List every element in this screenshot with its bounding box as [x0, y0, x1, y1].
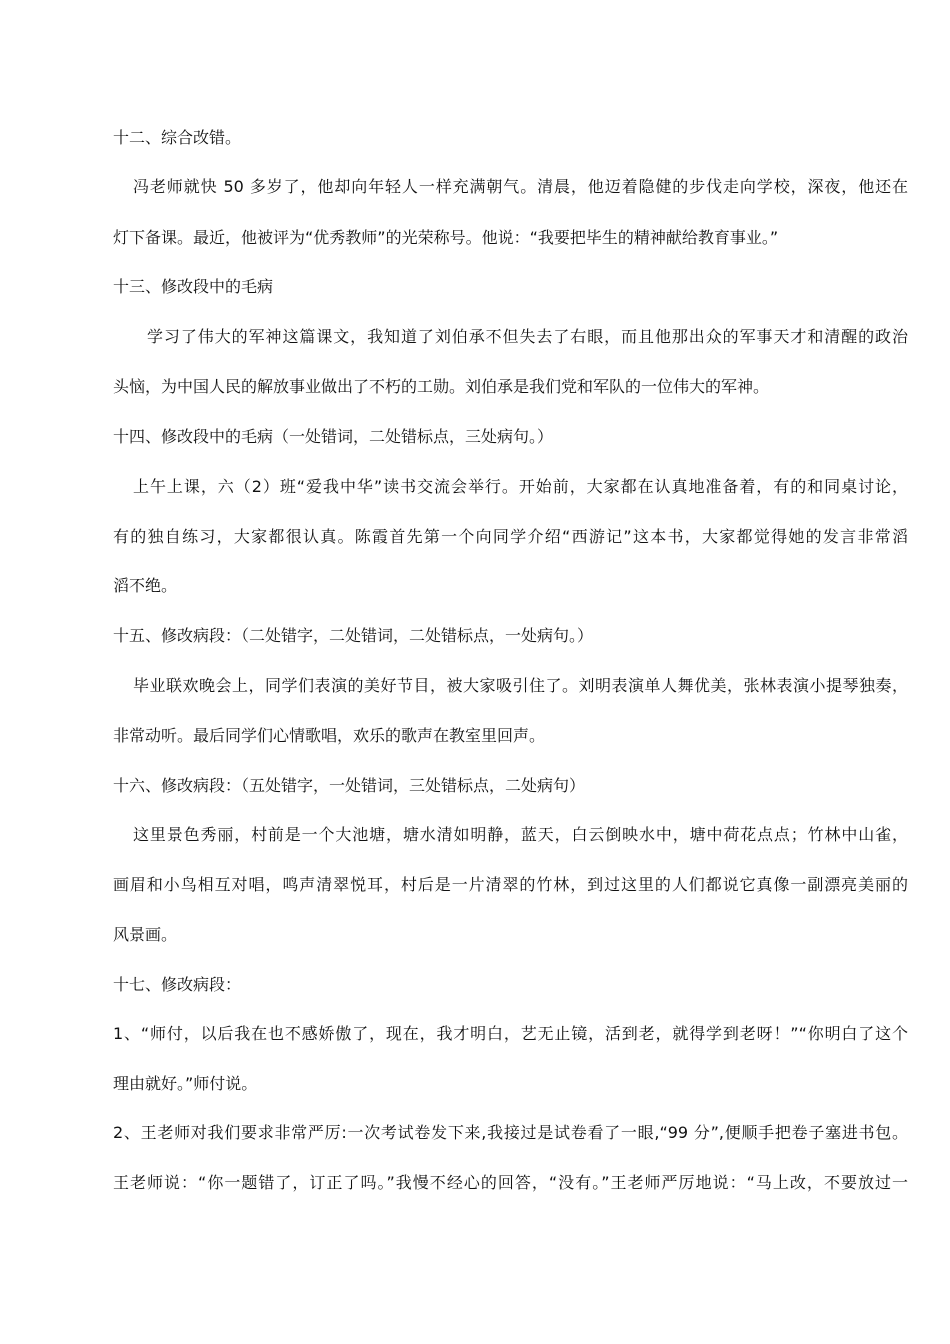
paragraph-line: 滔不绝。 [113, 576, 178, 595]
paragraph-line: 冯老师就快 50 多岁了，他却向年轻人一样充满朝气。清晨，他迈着隐健的步伐走向学校，深夜，他还在 [133, 177, 908, 196]
section-heading: 十七、修改病段： [113, 975, 242, 994]
paragraph-line: 理由就好。”师付说。 [113, 1074, 258, 1093]
paragraph-line: 这里景色秀丽，村前是一个大池塘，塘水清如明静，蓝天，白云倒映水中，塘中荷花点点；竹林中山雀， [133, 825, 908, 844]
paragraph-line: 1、“师付，以后我在也不感娇傲了，现在，我才明白，艺无止镜，活到老，就得学到老呀！”“你明白了这个 [113, 1024, 908, 1043]
paragraph-line: 灯下备课。最近，他被评为“优秀教师”的光荣称号。他说：“我要把毕生的精神献给教育事业。” [113, 228, 779, 247]
section-heading: 十六、修改病段：（五处错字，一处错词，三处错标点，二处病句） [113, 776, 586, 795]
section-heading: 十二、综合改错。 [113, 128, 242, 147]
paragraph-line: 非常动听。最后同学们心情歌唱，欢乐的歌声在教室里回声。 [113, 726, 546, 745]
paragraph-line: 上午上课，六（2）班“爱我中华”读书交流会举行。开始前，大家都在认真地准备着，有的和同桌讨论， [133, 477, 908, 496]
paragraph-line: 有的独自练习，大家都很认真。陈霞首先第一个向同学介绍“西游记”这本书，大家都觉得她的发言非常滔 [113, 527, 908, 546]
paragraph-line: 毕业联欢晚会上，同学们表演的美好节目，被大家吸引住了。刘明表演单人舞优美，张林表演小提琴独奏， [133, 676, 908, 695]
paragraph-line: 2、王老师对我们要求非常严厉:一次考试卷发下来,我接过是试卷看了一眼,“99 分”,便顺手把卷子塞进书包。 [113, 1123, 908, 1142]
section-heading: 十五、修改病段：（二处错字，二处错词，二处错标点，一处病句。） [113, 626, 594, 645]
paragraph-line: 学习了伟大的军神这篇课文，我知道了刘伯承不但失去了右眼，而且他那出众的军事天才和清醒的政治 [147, 327, 908, 346]
paragraph-line: 王老师说：“你一题错了，订正了吗。”我慢不经心的回答，“没有。”王老师严厉地说：“马上改，不要放过一 [113, 1173, 908, 1192]
paragraph-line: 风景画。 [113, 925, 178, 944]
section-heading: 十三、修改段中的毛病 [113, 277, 274, 296]
section-heading: 十四、修改段中的毛病（一处错词，二处错标点，三处病句。） [113, 427, 554, 446]
paragraph-line: 画眉和小鸟相互对唱，鸣声清翠悦耳，村后是一片清翠的竹林，到过这里的人们都说它真像一副漂亮美丽的 [113, 875, 908, 894]
paragraph-line: 头恼，为中国人民的解放事业做出了不朽的工勋。刘伯承是我们党和军队的一位伟大的军神。 [113, 377, 770, 396]
